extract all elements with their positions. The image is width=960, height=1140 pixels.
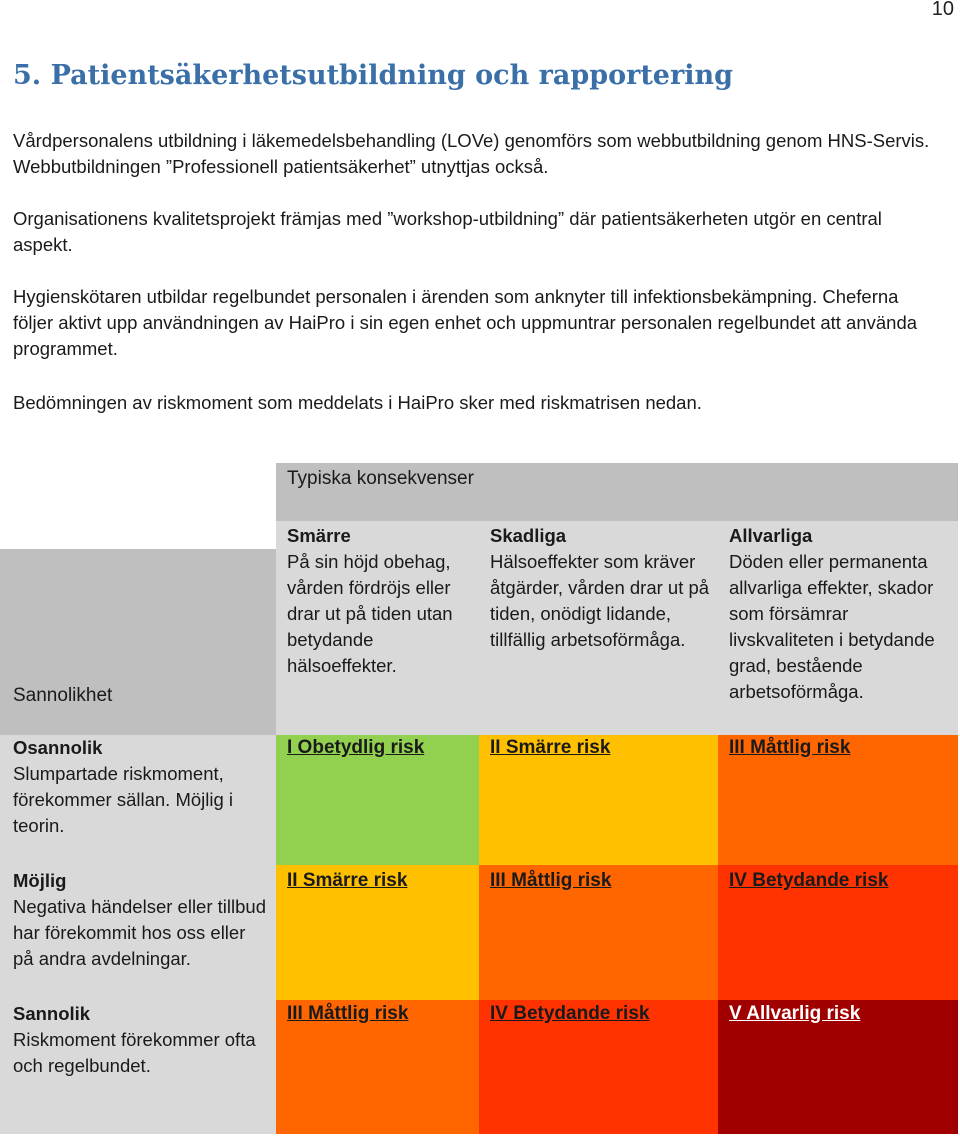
risk-label: II Smärre risk [490, 737, 611, 758]
probability-desc: Slumpartade riskmoment, förekommer sällan. Möjlig i teorin. [13, 763, 234, 836]
consequences-header: Typiska konsekvenser [287, 468, 474, 489]
risk-label: IV Betydande risk [490, 1003, 650, 1024]
consequence-minor [287, 523, 475, 679]
page-number: 10 [931, 0, 954, 20]
paragraph-hygiene: Hygienskötaren utbildar regelbundet personalen i ärenden som anknyter till infektionsbekämpning. Cheferna följer aktivt upp användningen av HaiPro i sin egen enhet och uppmuntrar personalen regelbundet att använda programmet. [13, 286, 918, 359]
probability-title: Möjlig [13, 870, 67, 891]
paragraph-assessment: Bedömningen av riskmoment som meddelats i HaiPro sker med riskmatrisen nedan. [13, 392, 702, 413]
probability-title: Osannolik [13, 737, 103, 758]
section-heading: 5. Patientsäkerhetsutbildning och rapportering [13, 60, 733, 91]
consequence-title: Allvarliga [729, 525, 813, 546]
probability-likely [13, 1001, 268, 1079]
paragraph-quality-project: Organisationens kvalitetsprojekt främjas med ”workshop-utbildning” där patientsäkerheten utgör en central aspekt. [13, 208, 882, 255]
consequence-desc: På sin höjd obehag, vården fördröjs eller drar ut på tiden utan betydande hälsoeffekter. [287, 551, 453, 676]
probability-title: Sannolik [13, 1003, 91, 1024]
probability-desc: Riskmoment förekommer ofta och regelbundet. [13, 1029, 256, 1076]
risk-label: I Obetydlig risk [287, 737, 425, 758]
risk-label: III Måttlig risk [729, 737, 851, 758]
probability-unlikely [13, 735, 268, 839]
consequence-desc: Hälsoeffekter som kräver åtgärder, vården drar ut på tiden, onödigt lidande, tillfällig arbetsoförmåga. [490, 551, 710, 650]
consequence-serious [729, 523, 951, 705]
probability-header: Sannolikhet [13, 685, 113, 706]
risk-label: V Allvarlig risk [729, 1003, 861, 1024]
consequence-harmful [490, 523, 712, 653]
consequence-desc: Döden eller permanenta allvarliga effekter, skador som försämrar livskvaliteten i betydande grad, bestående arbetsoförmåga. [729, 551, 935, 702]
probability-possible [13, 868, 268, 972]
consequence-title: Skadliga [490, 525, 567, 546]
probability-desc: Negativa händelser eller tillbud har förekommit hos oss eller på andra avdelningar. [13, 896, 266, 969]
risk-label: III Måttlig risk [490, 870, 612, 891]
risk-label: IV Betydande risk [729, 870, 889, 891]
risk-label: II Smärre risk [287, 870, 408, 891]
risk-label: III Måttlig risk [287, 1003, 409, 1024]
paragraph-education: Vårdpersonalens utbildning i läkemedelsbehandling (LOVe) genomförs som webbutbildning genom HNS-Servis. Webbutbildningen ”Professionell patientsäkerhet” utnyttjas också. [13, 130, 930, 177]
consequence-title: Smärre [287, 525, 351, 546]
